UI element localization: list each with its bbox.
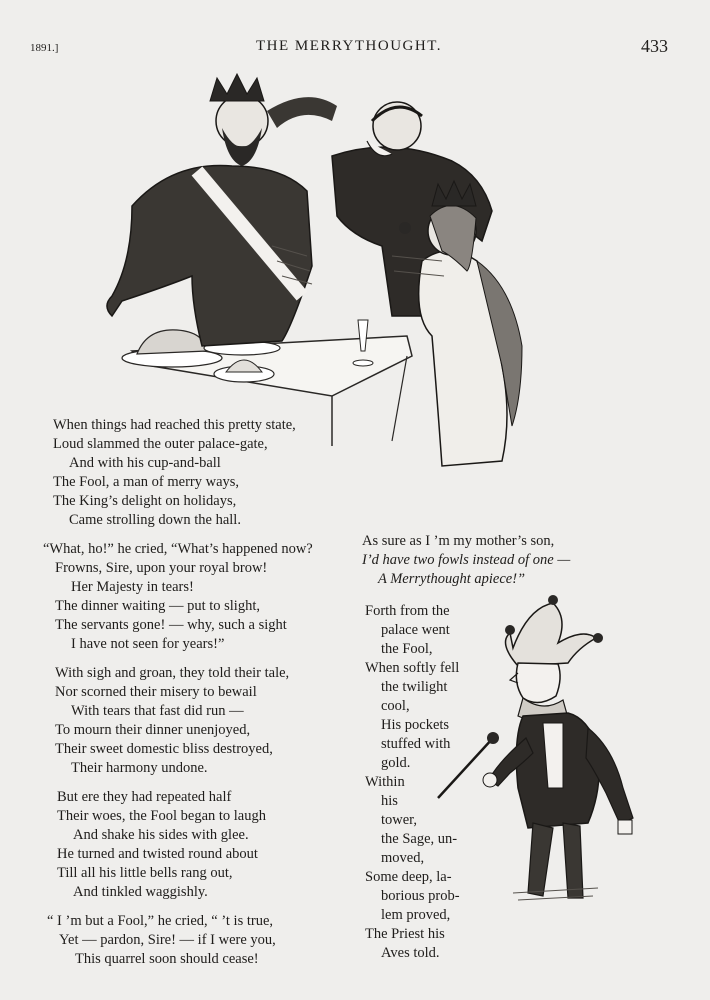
verse-line: The Fool, a man of merry ways,: [53, 474, 240, 490]
verse-line: palace went: [381, 622, 450, 638]
verse-line: “What, ho!” he cried, “What’s happened now?: [43, 541, 313, 557]
stanza-3: [55, 664, 353, 778]
verse-line: the Fool,: [381, 641, 433, 657]
verse-line: Nor scorned their misery to bewail: [55, 684, 257, 700]
verse-line: Their harmony undone.: [71, 760, 208, 776]
verse-line: He turned and twisted round about: [57, 846, 258, 862]
stanza-1: [53, 416, 353, 530]
verse-line: The dinner waiting — put to slight,: [55, 598, 260, 614]
right-column-top-stanza: [362, 532, 662, 589]
verse-line: stuffed with: [381, 736, 451, 752]
verse-line: lem proved,: [381, 907, 451, 923]
verse-line: Their sweet domestic bliss destroyed,: [55, 741, 273, 757]
stanza-2: [43, 540, 353, 654]
verse-line: Loud slammed the outer palace-gate,: [53, 436, 268, 452]
verse-line: His pockets: [381, 717, 450, 733]
page-header: [30, 36, 668, 60]
verse-line: Their woes, the Fool began to laugh: [57, 808, 266, 824]
verse-line: the Sage, un-: [381, 831, 458, 847]
verse-line: But ere they had repeated half: [57, 789, 232, 805]
verse-line: gold.: [381, 755, 411, 771]
verse-line: Aves told.: [381, 945, 440, 961]
verse-line: I’d have two fowls instead of one —: [362, 552, 571, 568]
jester-engraving: [418, 588, 648, 908]
illustration-jester: [418, 588, 648, 908]
verse-line: Her Majesty in tears!: [71, 579, 194, 595]
royal-dinner-engraving: [92, 66, 592, 476]
verse-line: borious prob-: [381, 888, 460, 904]
verse-line: Frowns, Sire, upon your royal brow!: [55, 560, 268, 576]
verse-line: And shake his sides with glee.: [73, 827, 249, 843]
verse-line: his: [381, 793, 398, 809]
header-page-number: 433: [641, 36, 668, 56]
verse-line: Some deep, la-: [365, 869, 452, 885]
verse-line: With sigh and groan, they told their tale,: [55, 665, 290, 681]
verse-line: Came strolling down the hall.: [69, 512, 241, 528]
verse-line: When things had reached this pretty state,: [53, 417, 296, 433]
stanza-4: [57, 788, 353, 902]
verse-line: And with his cup-and-ball: [69, 455, 221, 471]
verse-line: the twilight: [381, 679, 448, 695]
left-column-verse: [43, 416, 353, 979]
verse-line: As sure as I ’m my mother’s son,: [362, 533, 555, 549]
illustration-royal-dinner: [92, 66, 592, 476]
verse-line: tower,: [381, 812, 418, 828]
verse-line: With tears that fast did run —: [71, 703, 244, 719]
verse-line: Within: [365, 774, 405, 790]
verse-line: moved,: [381, 850, 425, 866]
verse-line: cool,: [381, 698, 410, 714]
verse-line: I have not seen for years!”: [71, 636, 225, 652]
verse-line: And tinkled waggishly.: [73, 884, 208, 900]
verse-line: The servants gone! — why, such a sight: [55, 617, 287, 633]
header-year: 1891.]: [30, 42, 59, 54]
verse-line: “ I ’m but a Fool,” he cried, “ ’t is true,: [47, 913, 274, 929]
header-title: THE MERRYTHOUGHT.: [255, 38, 443, 54]
stanza-5: [47, 912, 353, 969]
verse-line: This quarrel soon should cease!: [75, 951, 259, 967]
verse-line: A Merrythought apiece!”: [378, 571, 526, 587]
verse-line: The King’s delight on holidays,: [53, 493, 237, 509]
verse-line: To mourn their dinner unenjoyed,: [55, 722, 251, 738]
verse-line: When softly fell: [365, 660, 460, 676]
verse-line: Till all his little bells rang out,: [57, 865, 233, 881]
verse-line: The Priest his: [365, 926, 445, 942]
verse-line: Forth from the: [365, 603, 450, 619]
verse-line: Yet — pardon, Sire! — if I were you,: [59, 932, 276, 948]
